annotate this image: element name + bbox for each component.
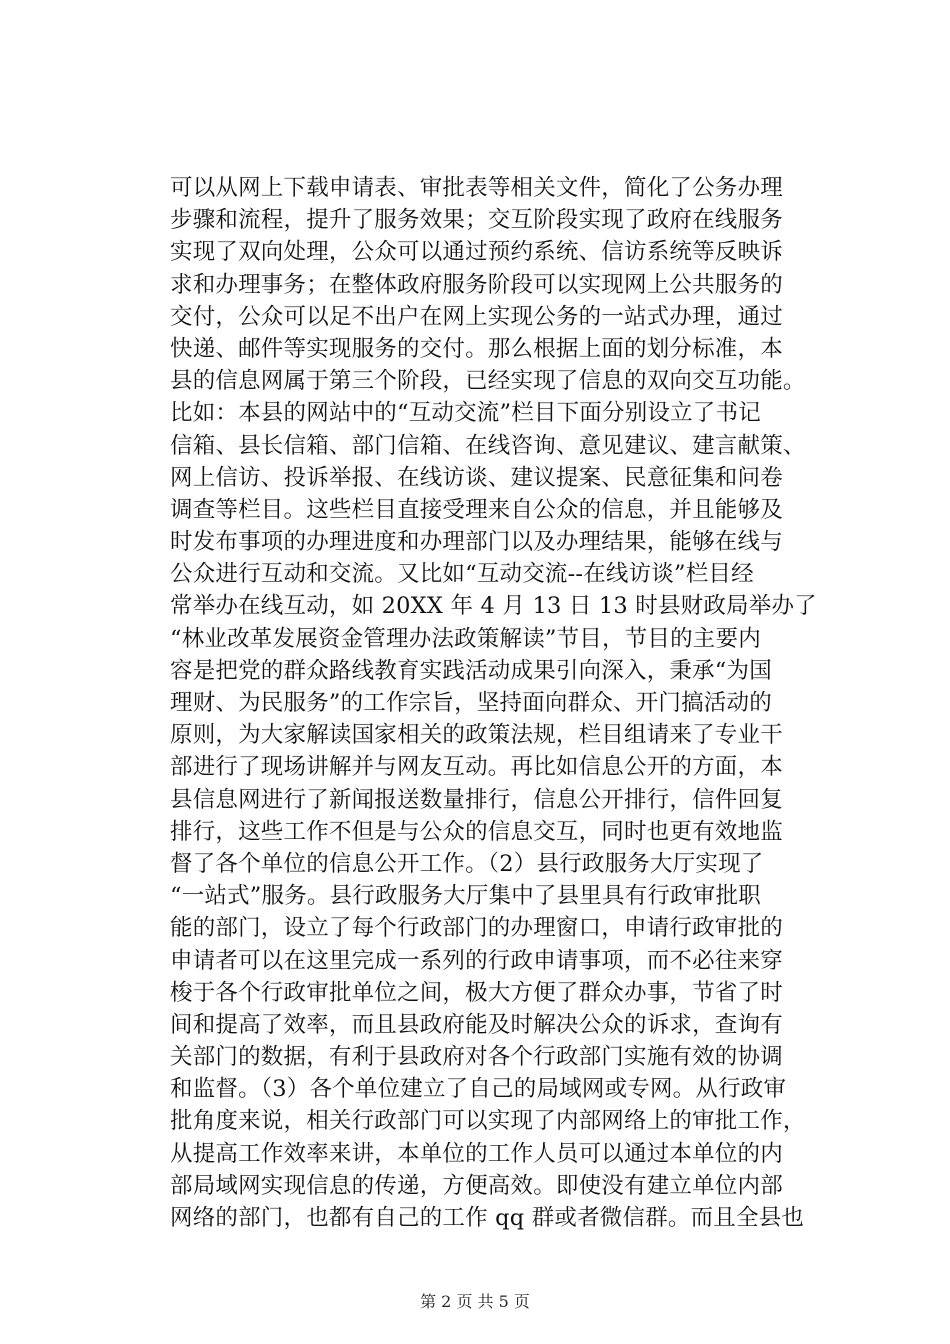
- text-line: 步骤和流程，提升了服务效果；交互阶段实现了政府在线服务: [170, 207, 783, 234]
- text-line: 时发布事项的办理进度和办理部门以及办理结果，能够在线与: [170, 529, 783, 556]
- text-line: 县信息网进行了新闻报送数量排行，信息公开排行，信件回复: [170, 786, 783, 813]
- text-line: 能的部门，设立了每个行政部门的办理窗口，申请行政审批的: [170, 915, 783, 942]
- text-line: 容是把党的群众路线教育实践活动成果引向深入，秉承“为国: [170, 657, 772, 684]
- text-line: 从提高工作效率来讲，本单位的工作人员可以通过本单位的内: [170, 1140, 783, 1167]
- text-line: 实现了双向处理，公众可以通过预约系统、信访系统等反映诉: [170, 239, 783, 266]
- body-text: [170, 172, 817, 1234]
- text-line: 间和提高了效率，而且县政府能及时解决公众的诉求，查询有: [170, 1011, 783, 1038]
- page-footer: 第 2 页 共 5 页: [420, 1292, 530, 1311]
- text-line: 求和办理事务；在整体政府服务阶段可以实现网上公共服务的: [170, 271, 783, 298]
- text-line: 申请者可以在这里完成一系列的行政申请事项，而不必往来穿: [170, 947, 783, 974]
- text-line: 快递、邮件等实现服务的交付。那么根据上面的划分标准，本: [170, 335, 783, 362]
- text-line: 县的信息网属于第三个阶段，已经实现了信息的双向交互功能。: [170, 368, 806, 395]
- text-line: 网络的部门，也都有自己的工作 qq 群或者微信群。而且全县也: [170, 1205, 805, 1231]
- text-line: 部进行了现场讲解并与网友互动。再比如信息公开的方面，本: [170, 754, 783, 781]
- text-line: 排行，这些工作不但是与公众的信息交互，同时也更有效地监: [170, 818, 783, 845]
- text-line: 理财、为民服务”的工作宗旨，坚持面向群众、开门搞活动的: [170, 690, 772, 716]
- text-line: 关部门的数据，有利于县政府对各个行政部门实施有效的协调: [170, 1044, 783, 1071]
- text-line: 比如：本县的网站中的“互动交流”栏目下面分别设立了书记: [170, 400, 761, 427]
- text-line: 和监督。（3）各个单位建立了自己的局域网或专网。从行政审: [170, 1076, 787, 1103]
- text-line: 常举办在线互动，如 20XX 年 4 月 13 日 13 时县财政局举办了: [170, 593, 817, 620]
- text-line: 原则，为大家解读国家相关的政策法规，栏目组请来了专业干: [170, 722, 783, 749]
- text-line: 交付，公众可以足不出户在网上实现公务的一站式办理，通过: [170, 303, 783, 330]
- text-line: 信箱、县长信箱、部门信箱、在线咨询、意见建议、建言献策、: [170, 432, 806, 459]
- text-line: 可以从网上下载申请表、审批表等相关文件，简化了公务办理: [170, 175, 783, 201]
- text-line: “林业改革发展资金管理办法政策解读”节目，节目的主要内: [170, 625, 761, 652]
- text-line: 批角度来说，相关行政部门可以实现了内部网络上的审批工作，: [170, 1108, 806, 1135]
- text-line: 网上信访、投诉举报、在线访谈、建议提案、民意征集和问卷: [170, 464, 783, 491]
- text-line: 部局域网实现信息的传递，方便高效。即使没有建立单位内部: [170, 1172, 783, 1199]
- text-line: 调查等栏目。这些栏目直接受理来自公众的信息，并且能够及: [170, 496, 783, 523]
- text-line: “一站式”服务。县行政服务大厅集中了县里具有行政审批职: [170, 883, 761, 910]
- text-line: 公众进行互动和交流。又比如“互动交流--在线访谈”栏目经: [170, 561, 754, 588]
- text-line: 督了各个单位的信息公开工作。（2）县行政服务大厅实现了: [170, 850, 764, 877]
- text-line: 梭于各个行政审批单位之间，极大方便了群众办事，节省了时: [170, 979, 783, 1006]
